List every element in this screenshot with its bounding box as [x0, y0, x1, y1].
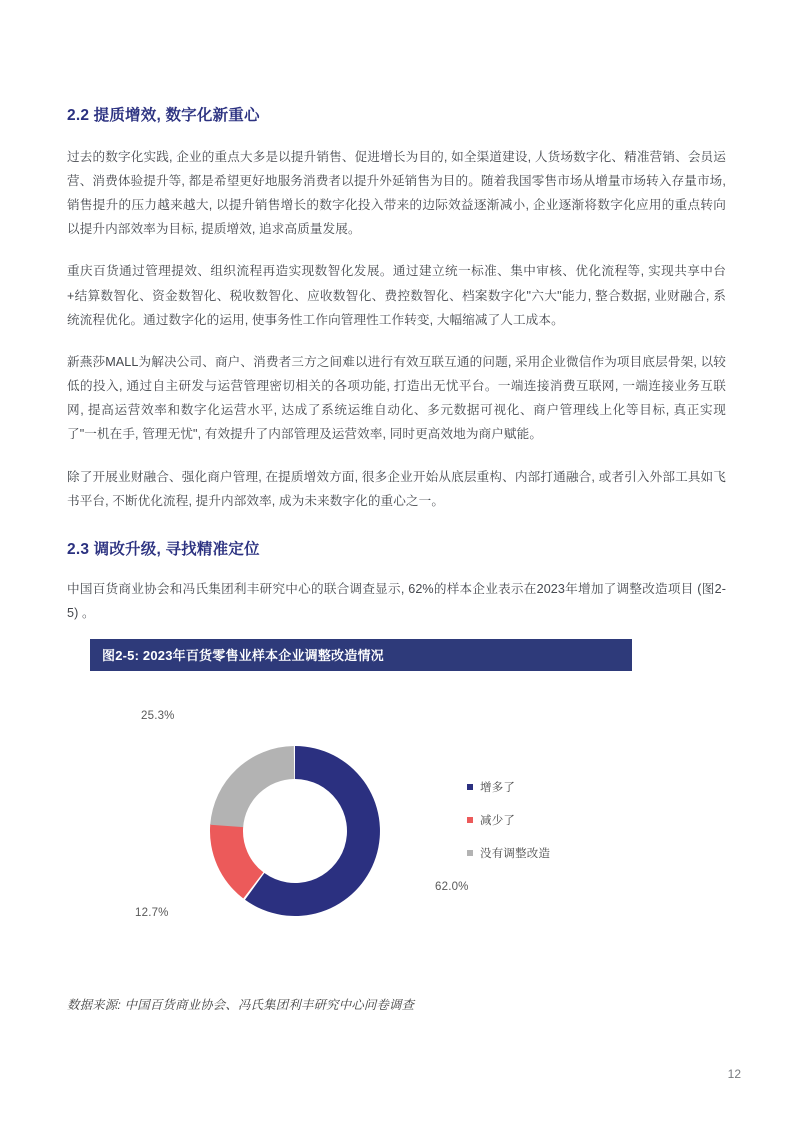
legend-item-decrease[interactable]	[467, 812, 667, 828]
paragraph-future-digitalization: 除了开展业财融合、强化商户管理, 在提质增效方面, 很多企业开始从底层重构、内部打通融合, 或者引入外部工具如飞书平台, 不断优化流程, 提升内部效率, 成为未来数字化的重心之一。	[67, 469, 726, 508]
legend-swatch-no-change	[467, 850, 473, 856]
donut-label-increase: 62.0%	[435, 880, 469, 893]
paragraph-xinyansha-mall: 新燕莎MALL为解决公司、商户、消费者三方之间难以进行有效互联互通的问题, 采用企业微信作为项目底层骨架, 以较低的投入, 通过自主研发与运营管理密切相关的各项功能, 打造出无忧平台。一端连接消费互联网, 一端连接业务互联网, 提高运营效率和数字化运营水平, 达成了系统运维自动化、多元数据可视化、商户管理线上化等目标, 真正实现了"一机在手, 管理无忧", 有效提升了内部管理及运营效率, 同时更高效地为商户赋能。	[67, 354, 726, 442]
legend-label-increase: 增多了	[480, 781, 516, 794]
chart-legend	[467, 779, 667, 878]
paragraph-survey-intro: 中国百货商业协会和冯氏集团利丰研究中心的联合调查显示, 62%的样本企业表示在2023年增加了调整改造项目 (图2-5) 。	[67, 581, 726, 620]
legend-swatch-decrease	[467, 817, 473, 823]
legend-label-decrease: 减少了	[480, 814, 516, 827]
paragraph-chongqing-department-store: 重庆百货通过管理提效、组织流程再造实现数智化发展。通过建立统一标准、集中审核、优化流程等, 实现共享中台+结算数智化、资金数智化、税收数智化、应收数智化、费控数智化、档案数字化"六大"能力, 整合数据, 业财融合, 系统流程优化。通过数字化的运用, 使事务性工作向管理性工作转变, 大幅缩减了人工成本。	[67, 264, 726, 327]
paragraph-digital-practice: 过去的数字化实践, 企业的重点大多是以提升销售、促进增长为目的, 如全渠道建设, 人货场数字化、精准营销、会员运营、消费体验提升等, 都是希望更好地服务消费者以提升外延销售为目的。随着我国零售市场从增量市场转入存量市场, 销售提升的压力越来越大, 以提升销售增长的数字化投入带来的边际效益逐渐减小, 企业逐渐将数字化应用的重点转向以提升内部效率为目标, 提质增效, 追求高质量发展。	[67, 149, 726, 237]
legend-item-no-change[interactable]	[467, 845, 667, 861]
page-content	[67, 105, 726, 971]
figure-2-5	[67, 639, 726, 971]
donut-label-decrease: 12.7%	[135, 906, 169, 919]
section-heading-2-2: 2.2 提质增效, 数字化新重心	[67, 107, 260, 124]
legend-label-no-change: 没有调整改造	[480, 847, 551, 860]
donut-chart	[135, 701, 469, 961]
figure-title-bar: 图2-5: 2023年百货零售业样本企业调整改造情况	[90, 639, 632, 671]
section-heading-2-3: 2.3 调改升级, 寻找精准定位	[67, 540, 260, 558]
donut-label-no-change: 25.3%	[141, 709, 175, 722]
donut-chart-svg	[145, 701, 445, 961]
figure-source-note: 数据来源: 中国百货商业协会、冯氏集团利丰研究中心问卷调查	[67, 998, 415, 1012]
page-number: 12	[727, 1067, 741, 1081]
figure-body	[67, 671, 726, 971]
legend-swatch-increase	[467, 784, 473, 790]
legend-item-increase[interactable]	[467, 779, 667, 795]
donut-slice-no-change	[210, 746, 294, 827]
